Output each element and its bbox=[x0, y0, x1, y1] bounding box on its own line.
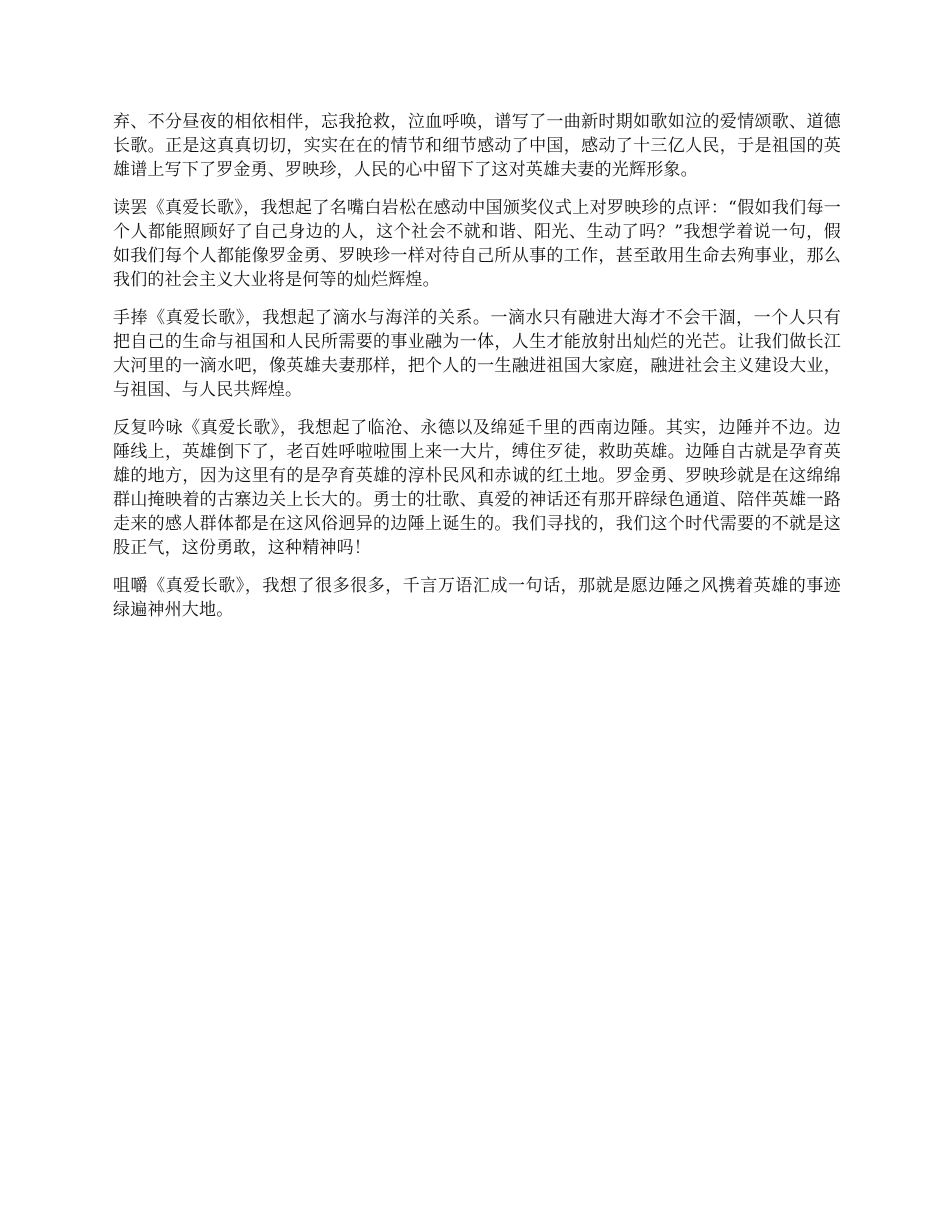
paragraph-1: 弃、不分昼夜的相依相伴，忘我抢救，泣血呼唤，谱写了一曲新时期如歌如泣的爱情颂歌、道德长歌。正是这真真切切，实实在在的情节和细节感动了中国，感动了十三亿人民，于是祖国的英雄谱上写下了罗金勇、罗映珍，人民的心中留下了这对英雄夫妻的光辉形象。 bbox=[113, 112, 841, 180]
paragraph-3: 手捧《真爱长歌》，我想起了滴水与海洋的关系。一滴水只有融进大海才不会干涸，一个人只有把自己的生命与祖国和人民所需要的事业融为一体，人生才能放射出灿烂的光芒。让我们做长江大河里的一滴水吧，像英雄夫妻那样，把个人的一生融进祖国大家庭，融进社会主义建设大业，与祖国、与人民共辉煌。 bbox=[113, 308, 841, 400]
document-body bbox=[113, 110, 841, 636]
paragraph-4: 反复吟咏《真爱长歌》，我想起了临沧、永德以及绵延千里的西南边陲。其实，边陲并不边。边陲线上，英雄倒下了，老百姓呼啦啦围上来一大片，缚住歹徒，救助英雄。边陲自古就是孕育英雄的地方，因为这里有的是孕育英雄的淳朴民风和赤诚的红土地。罗金勇、罗映珍就是在这绵绵群山掩映着的古寨边关上长大的。勇士的壮歌、真爱的神话还有那开辟绿色通道、陪伴英雄一路走来的感人群体都是在这风俗迥异的边陲上诞生的。我们寻找的，我们这个时代需要的不就是这股正气，这份勇敢，这种精神吗！ bbox=[113, 418, 841, 558]
paragraph-5: 咀嚼《真爱长歌》，我想了很多很多，千言万语汇成一句话，那就是愿边陲之风携着英雄的事迹绿遍神州大地。 bbox=[113, 576, 841, 620]
paragraph-2: 读罢《真爱长歌》，我想起了名嘴白岩松在感动中国颁奖仪式上对罗映珍的点评：“假如我们每一个人都能照顾好了自己身边的人，这个社会不就和谐、阳光、生动了吗？”我想学着说一句，假如我们每个人都能像罗金勇、罗映珍一样对待自己所从事的工作，甚至敢用生命去殉事业，那么我们的社会主义大业将是何等的灿烂辉煌。 bbox=[113, 198, 841, 290]
